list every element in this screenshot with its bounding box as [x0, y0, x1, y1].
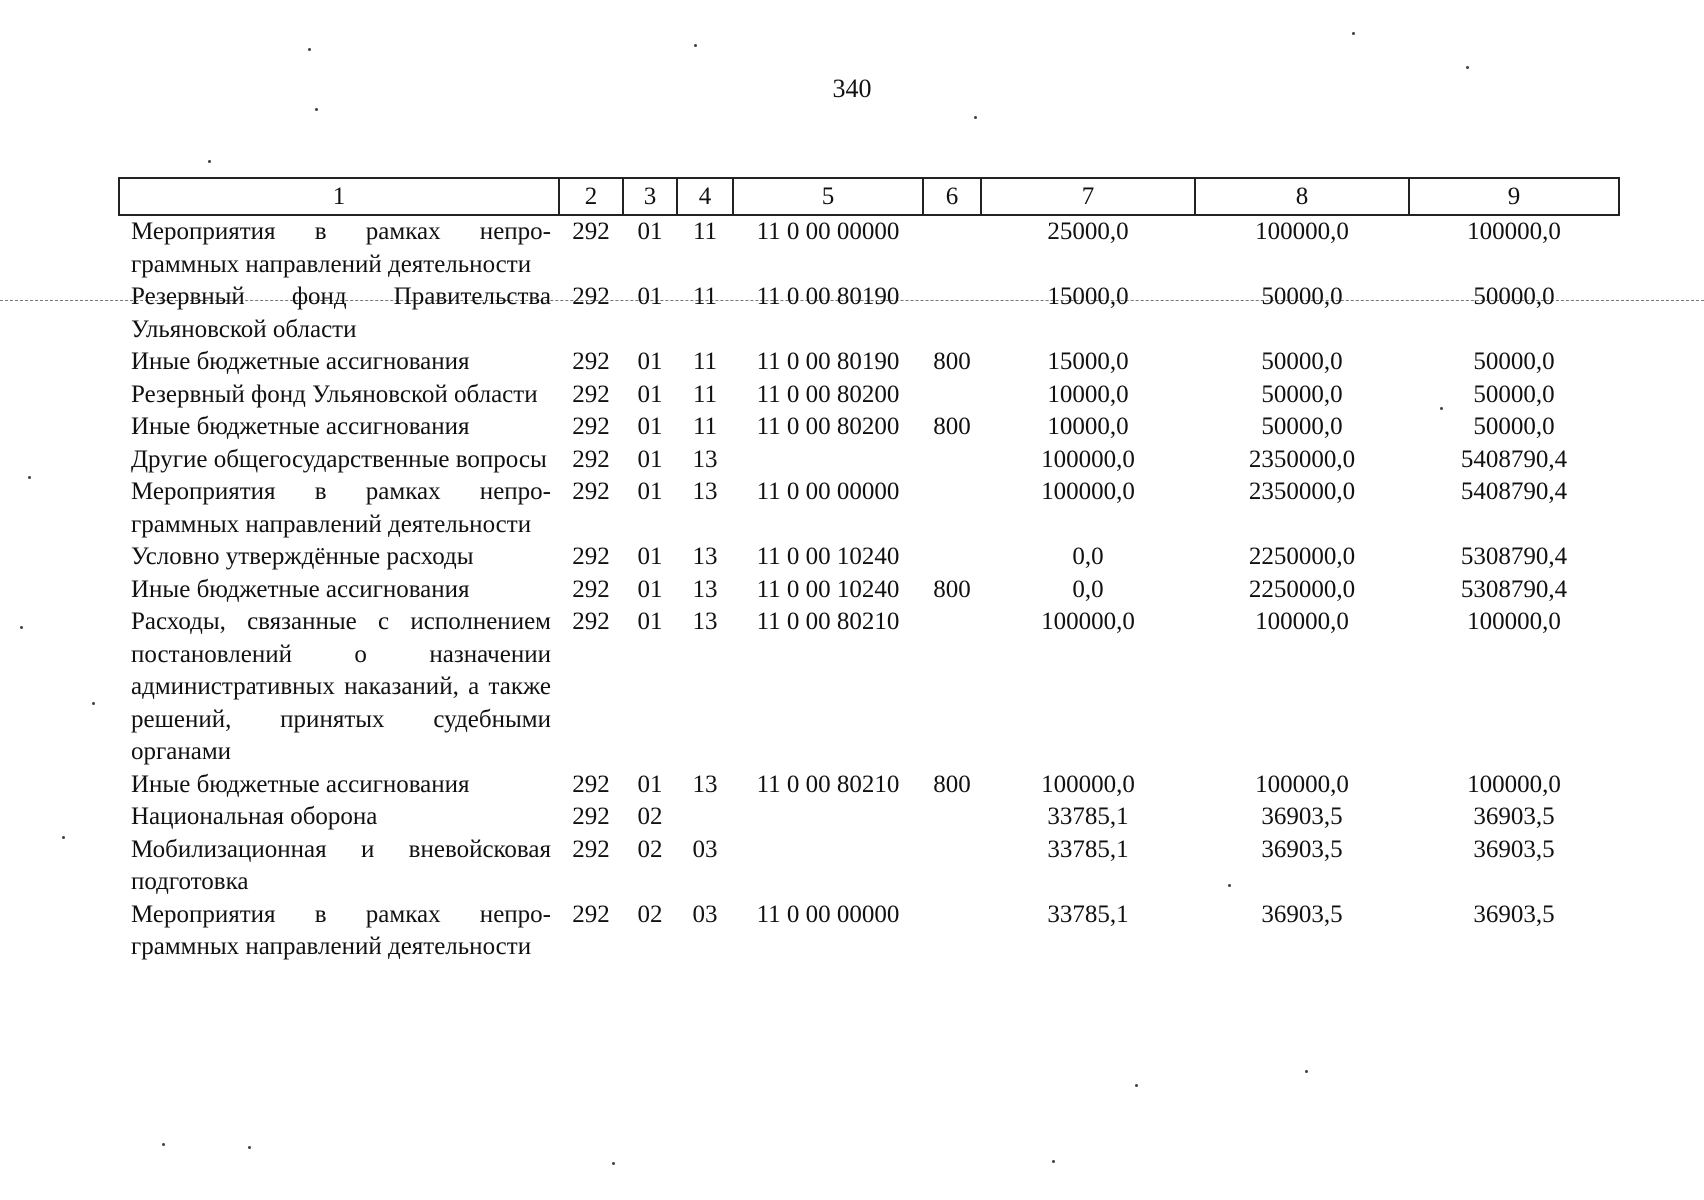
section-code-cell: 01 [637, 413, 663, 440]
target-article-cell: 11 0 00 80210 [756, 608, 900, 635]
amount-col7-cell: 100000,0 [1041, 478, 1135, 505]
amount-col8-cell: 2350000,0 [1248, 478, 1356, 505]
row-name-cell: Мероприятия в рамках непрограммных направлений деятельности [131, 478, 551, 538]
target-article-cell: 11 0 00 10240 [756, 543, 900, 570]
ministry-code-cell: 292 [572, 608, 610, 635]
subsection-code-cell: 13 [692, 543, 718, 570]
target-article-cell: 11 0 00 80190 [756, 283, 900, 310]
ministry-code-cell: 292 [572, 445, 610, 473]
section-code-cell: 01 [637, 575, 663, 603]
target-article-cell: 11 0 00 00000 [756, 218, 900, 245]
expense-type-cell [923, 899, 981, 964]
subsection-code-cell: 11 [692, 380, 718, 408]
expense-type-cell [923, 476, 981, 541]
target-article-cell: 11 0 00 10240 [756, 575, 900, 603]
scan-speck [1135, 1084, 1138, 1087]
subsection-code-cell: 13 [692, 608, 718, 635]
row-name-cell: Другие общегосударственные вопросы [131, 445, 547, 473]
amount-col7-cell: 33785,1 [1047, 803, 1129, 830]
expense-type-cell: 800 [933, 413, 971, 440]
section-code-cell: 02 [637, 835, 663, 863]
amount-col9-cell: 100000,0 [1467, 770, 1561, 798]
amount-col9-cell: 50000,0 [1473, 283, 1555, 310]
amount-col7-cell: 33785,1 [1047, 900, 1129, 928]
scan-speck [62, 836, 65, 839]
amount-col7-cell: 33785,1 [1047, 835, 1129, 863]
column-header-6: 6 [923, 178, 981, 215]
table-row [119, 899, 1619, 964]
target-article-cell: 11 0 00 00000 [756, 478, 900, 505]
scan-speck [315, 108, 318, 111]
scan-speck [1352, 32, 1355, 35]
table-row [119, 801, 1619, 834]
table-row [119, 574, 1619, 607]
expense-type-cell: 800 [933, 348, 971, 375]
row-name-cell: Резервный фонд Правительства Ульяновской области [131, 283, 551, 343]
row-name-cell: Мероприятия в рамках непрограммных направлений деятельности [131, 218, 551, 278]
subsection-code-cell: 13 [692, 575, 718, 603]
ministry-code-cell: 292 [572, 380, 610, 408]
amount-col8-cell: 2250000,0 [1248, 575, 1356, 603]
row-name-cell: Иные бюджетные ассигнования [131, 770, 470, 798]
row-name-cell: Расходы, связанные с исполнением постановлений о назначении административных наказаний, а также решений, принятых судебными органами [131, 608, 551, 765]
scan-speck [1466, 66, 1469, 69]
scan-speck [248, 1146, 251, 1149]
amount-col8-cell: 50000,0 [1261, 283, 1343, 310]
section-code-cell: 01 [637, 478, 663, 505]
table-row [119, 834, 1619, 899]
subsection-code-cell: 13 [692, 445, 718, 473]
row-name-cell: Мобилизационная и вневойсковая подготовка [131, 835, 551, 895]
amount-col9-cell: 50000,0 [1473, 380, 1555, 408]
table-row [119, 346, 1619, 379]
expense-type-cell [923, 834, 981, 899]
scan-speck [1440, 407, 1443, 410]
ministry-code-cell: 292 [572, 575, 610, 603]
table-row [119, 379, 1619, 412]
amount-col8-cell: 36903,5 [1261, 835, 1343, 863]
table-row [119, 281, 1619, 346]
table-row [119, 215, 1619, 281]
section-code-cell: 01 [637, 608, 663, 635]
amount-col8-cell: 50000,0 [1261, 413, 1343, 440]
section-code-cell: 01 [637, 283, 663, 310]
subsection-code-cell: 03 [692, 835, 718, 863]
expense-type-cell [923, 801, 981, 834]
column-header-4: 4 [677, 178, 733, 215]
scan-speck [1228, 884, 1231, 887]
amount-col7-cell: 25000,0 [1047, 218, 1129, 245]
section-code-cell: 01 [637, 770, 663, 798]
scan-speck [208, 160, 211, 163]
budget-table [118, 177, 1620, 964]
target-article-cell: 11 0 00 00000 [756, 900, 900, 928]
target-article-cell: 11 0 00 80200 [756, 413, 900, 440]
scan-speck [1052, 1160, 1055, 1163]
amount-col9-cell: 50000,0 [1473, 413, 1555, 440]
amount-col7-cell: 100000,0 [1041, 770, 1135, 798]
amount-col9-cell: 36903,5 [1473, 900, 1555, 928]
expense-type-cell [923, 541, 981, 574]
amount-col7-cell: 0,0 [1072, 543, 1104, 570]
ministry-code-cell: 292 [572, 900, 610, 928]
expense-type-cell [923, 215, 981, 281]
subsection-code-cell: 11 [692, 283, 718, 310]
column-header-3: 3 [623, 178, 677, 215]
ministry-code-cell: 292 [572, 218, 610, 245]
amount-col8-cell: 50000,0 [1261, 348, 1343, 375]
scan-speck [974, 116, 977, 119]
column-number-header-row [119, 178, 1619, 215]
ministry-code-cell: 292 [572, 543, 610, 570]
amount-col8-cell: 36903,5 [1261, 803, 1343, 830]
amount-col9-cell: 50000,0 [1473, 348, 1555, 375]
page-number: 340 [832, 74, 872, 103]
table-row [119, 769, 1619, 802]
amount-col7-cell: 10000,0 [1047, 380, 1129, 408]
subsection-code-cell: 11 [692, 413, 718, 440]
expense-type-cell [923, 606, 981, 769]
row-name-cell: Мероприятия в рамках непрограммных направлений деятельности [131, 900, 551, 960]
amount-col8-cell: 50000,0 [1261, 380, 1343, 408]
scan-speck [28, 476, 31, 479]
ministry-code-cell: 292 [572, 803, 610, 830]
section-code-cell: 01 [637, 348, 663, 375]
scan-speck [162, 1143, 165, 1146]
target-article-cell [733, 834, 923, 899]
target-article-cell [733, 801, 923, 834]
amount-col9-cell: 5408790,4 [1460, 478, 1568, 505]
table-row [119, 606, 1619, 769]
ministry-code-cell: 292 [572, 835, 610, 863]
scan-speck [308, 48, 311, 51]
ministry-code-cell: 292 [572, 770, 610, 798]
amount-col7-cell: 10000,0 [1047, 413, 1129, 440]
amount-col9-cell: 36903,5 [1473, 803, 1555, 830]
subsection-code-cell: 03 [692, 900, 718, 928]
target-article-cell: 11 0 00 80190 [756, 348, 900, 375]
ministry-code-cell: 292 [572, 348, 610, 375]
expense-type-cell [923, 379, 981, 412]
row-name-cell: Иные бюджетные ассигнования [131, 348, 470, 375]
expense-type-cell [923, 444, 981, 477]
table-body [119, 215, 1619, 964]
section-code-cell: 01 [637, 543, 663, 570]
subsection-code-cell: 11 [692, 218, 718, 245]
target-article-cell [733, 444, 923, 477]
ministry-code-cell: 292 [572, 413, 610, 440]
amount-col7-cell: 100000,0 [1041, 445, 1135, 473]
target-article-cell: 11 0 00 80200 [756, 380, 900, 408]
expense-type-cell: 800 [933, 770, 971, 798]
column-header-7: 7 [981, 178, 1195, 215]
section-code-cell: 02 [637, 803, 663, 830]
scan-speck [694, 44, 697, 47]
amount-col7-cell: 15000,0 [1047, 348, 1129, 375]
row-name-cell: Иные бюджетные ассигнования [131, 413, 470, 440]
subsection-code-cell: 13 [692, 770, 718, 798]
scan-speck [612, 1162, 615, 1165]
section-code-cell: 01 [637, 218, 663, 245]
table-row [119, 541, 1619, 574]
amount-col8-cell: 36903,5 [1261, 900, 1343, 928]
amount-col9-cell: 5408790,4 [1460, 445, 1568, 473]
amount-col8-cell: 100000,0 [1255, 770, 1349, 798]
expense-type-cell [923, 281, 981, 346]
subsection-code-cell: 13 [692, 478, 718, 505]
scan-speck [92, 702, 95, 705]
amount-col8-cell: 2250000,0 [1248, 543, 1356, 570]
column-header-1: 1 [119, 178, 559, 215]
table-row [119, 476, 1619, 541]
section-code-cell: 01 [637, 445, 663, 473]
amount-col8-cell: 100000,0 [1255, 608, 1349, 635]
ministry-code-cell: 292 [572, 478, 610, 505]
expense-type-cell: 800 [933, 575, 971, 603]
amount-col9-cell: 100000,0 [1467, 218, 1561, 245]
row-name-cell: Условно утверждённые расходы [131, 543, 474, 570]
target-article-cell: 11 0 00 80210 [756, 770, 900, 798]
section-code-cell: 02 [637, 900, 663, 928]
amount-col7-cell: 0,0 [1072, 575, 1104, 603]
amount-col9-cell: 36903,5 [1473, 835, 1555, 863]
table-row [119, 411, 1619, 444]
column-header-5: 5 [733, 178, 923, 215]
scan-speck [1305, 1070, 1308, 1073]
amount-col7-cell: 15000,0 [1047, 283, 1129, 310]
amount-col8-cell: 100000,0 [1255, 218, 1349, 245]
row-name-cell: Национальная оборона [131, 803, 378, 830]
ministry-code-cell: 292 [572, 283, 610, 310]
section-code-cell: 01 [637, 380, 663, 408]
amount-col8-cell: 2350000,0 [1248, 445, 1356, 473]
amount-col9-cell: 100000,0 [1467, 608, 1561, 635]
subsection-code-cell: 11 [692, 348, 718, 375]
column-header-8: 8 [1195, 178, 1409, 215]
amount-col9-cell: 5308790,4 [1460, 575, 1568, 603]
row-name-cell: Иные бюджетные ассигнования [131, 575, 470, 603]
amount-col9-cell: 5308790,4 [1460, 543, 1568, 570]
subsection-code-cell [677, 801, 733, 834]
row-name-cell: Резервный фонд Ульяновской области [131, 380, 538, 408]
scan-speck [20, 626, 23, 629]
column-header-9: 9 [1409, 178, 1619, 215]
amount-col7-cell: 100000,0 [1041, 608, 1135, 635]
table-row [119, 444, 1619, 477]
column-header-2: 2 [559, 178, 623, 215]
